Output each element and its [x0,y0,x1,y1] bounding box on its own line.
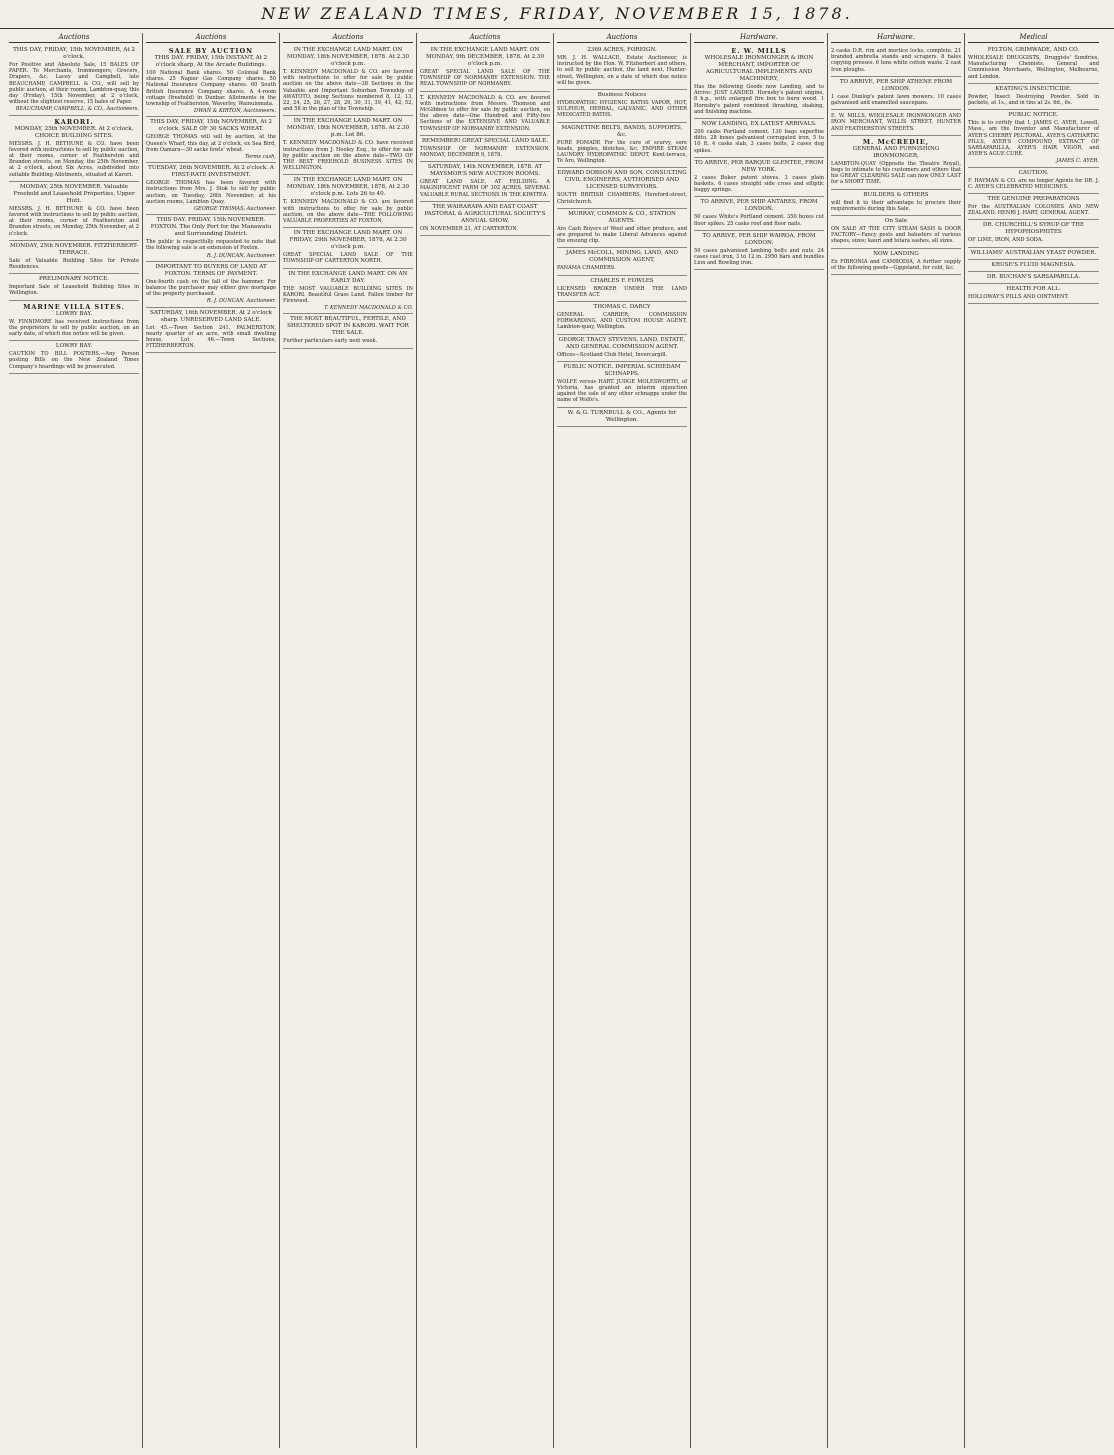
advertisement [968,168,1099,194]
advertisement [968,45,1099,84]
ad-text: GREAT LAND SALE, AT FEILDING. A MAGNIFICENT FARM OF 302 ACRES, SEVERAL VALUABLE RURAL SECTIONS IN THE KIWITEA. [420,179,550,198]
column-4 [417,33,554,1448]
advertisement [557,248,687,275]
ad-subheading: DR. BUCHAN'S SARSAPARILLA. [986,273,1081,280]
ad-subheading: THE MOST BEAUTIFUL, FERTILE, AND SHELTERED SPOT IN KARORI. WAIT FOR THE SALE. [287,316,409,337]
newspaper-page [0,29,1114,1448]
advertisement [968,260,1099,272]
ad-text: This is to certify that I, JAMES C. AYER, Lowell, Mass., am the Inventor and Manufacturer of AYER'S CHERRY PECTORAL, AYER'S CATHARTIC PILLS, AYER'S COMPOUND EXTRACT OF SARSAPARILLA, AYER'S HAIR VIGOR, and AYER'S AGUE CURE. [968,120,1099,158]
ad-subheading: Business Notices [597,92,647,99]
ad-subheading: NOW LANDING, EX LATEST ARRIVALS. [701,121,817,128]
ad-text: GREAT SPECIAL LAND SALE OF THE TOWNSHIP OF CARTERTON NORTH. [283,252,413,265]
advertisement [557,90,687,123]
ad-subheading: FELTON, GRIMWADE, AND CO. [987,47,1080,53]
ad-headline: M. McCREDIE, [862,137,930,146]
advertisement [283,228,413,268]
ad-subheading: IN THE EXCHANGE LAND MART. ON FRIDAY, 29th NOVEMBER, 1878, At 2.30 o'clock p.m. [289,230,407,251]
ad-subheading: IN THE EXCHANGE LAND MART. ON AN EARLY DAY. [288,270,408,284]
advertisement [557,123,687,169]
ad-text: W. FINNIMORE has received instructions from the proprietors to sell by public auction, on an early date, of which due notice will be given. [9,318,139,338]
column-heading: Auctions [146,33,276,43]
ad-text: F. HAYMAN & CO. are no longer Agents for DR. J. C. AYER'S CELEBRATED MEDICINES. [968,177,1099,190]
ad-subheading: LOWRY BAY. [55,343,93,350]
ad-text: T. KENNEDY MACDONALD & CO. have received instructions from J. Hooley Esq., to offer for sale by public auction on the above date—TWO OF THE BEST FREEHOLD BUSINESS SITES IN WELLINGTON. [283,140,413,172]
column-heading: Auctions [557,33,687,43]
ad-text: T. KENNEDY MACDONALD & CO. are favored with instructions to offer for sale by public auction on the above date—38 Sections in the Valuable and Important Suburban Township of AWATOTO, being Sections numbered 8, 12, 13, 22, 24, 25, 26, 27, 28, 29, 30, 31, 39, 41, 42, 52, and 58 in the plan of the Township. [283,69,413,113]
ad-subheading: THIS DAY. FRIDAY, 15th NOVEMBER. FOXTON. The Only Port for the Manawatu and Surrounding District. [150,217,272,238]
ad-text: ON SALE AT THE CITY STEAM SASH & DOOR FACTORY—Fancy posts and balusters of various shapes, sizes; kauri and totara sashes, all sizes. [831,226,961,245]
advertisement [146,45,276,117]
ad-subheading: TO ARRIVE, PER SHIP ANTARES, FROM LONDON. [700,199,818,213]
ad-subheading: GEORGE TRACY STEVENS, LAND, ESTATE, AND GENERAL COMMISSION AGENT. [558,336,686,350]
advertisement [283,314,413,348]
ad-headline: MARINE VILLA SITES. [23,302,125,311]
column-5 [554,33,691,1448]
ad-text: PANAMA CHAMBERS. [557,265,616,272]
advertisement [968,272,1099,284]
advertisement [557,276,687,302]
advertisement [968,248,1099,260]
advertisement [9,182,139,241]
ad-text: PURE POMADE For the cure of scurvy, sore heads, pimples, blotches, &c. EMPIRE STEAM LAUNDRY HYDROPATHIC DEPOT, Kent-terrace, Te Aro, Wellington. [557,139,687,165]
advertisement [9,274,139,300]
ad-headline: KARORI. [54,117,94,126]
ad-subheading: On Sale [884,218,908,225]
column-7 [828,33,965,1448]
ad-signature: Terms cash. [245,154,276,161]
ad-text: will find it to their advantage to procure their requirements during this Sale. [831,199,961,212]
ad-text: Are Cash Buyers of Wool and other produce, and are prepared to make Liberal Advances against the ensuing clip. [557,225,687,245]
column-heading: Hardware. [694,33,824,43]
ad-text: 1 case Dunlop's patent lawn mowers. 10 cases galvanised and enamelled saucepans. [831,93,961,107]
ad-subheading: MURRAY, COMMON & CO., STATION AGENTS. [568,210,676,224]
advertisement [146,308,276,354]
ad-signature: GEORGE THOMAS, Auctioneer. [193,206,276,213]
advertisement [283,175,413,228]
ad-text: GREAT SPECIAL LAND SALE OF THE TOWNSHIP OF NORMANBY EXTENSION. THE REAL TOWNSHIP OF NORMANBY. [420,69,550,88]
ad-subheading: SATURDAY, 16th NOVEMBER. At 2 o'clock sharp. UNRESERVED LAND SALE. [149,309,272,323]
advertisement [146,117,276,163]
advertisement [831,249,961,275]
ad-subheading: CAUTION. [1018,169,1049,176]
ad-subheading: 2369 ACRES, FOREIGN. [587,47,657,53]
column-heading: Auctions [283,33,413,43]
ad-text: LAMBTON-QUAY (Opposite the Theatre Royal), begs to intimate to his customers and others that his GREAT CLEARING SALE can now ONLY LAST for a SHORT TIME. [831,160,961,186]
masthead [0,0,1114,29]
column-heading: Auctions [9,33,139,43]
ad-text: Sale of Valuable Building Sites for Private Residences. [9,257,139,271]
ad-text: HYDROPATHIC HYGIENIC BATHS VAPOR, HOT, SULPHUR, HERBAL, GALVANIC, AND OTHER MEDICATED BATHS. [557,100,687,119]
ad-text: One-fourth cash on the fall of the hammer. For balance the purchaser may either give mortgage of the property purchased. [146,278,276,298]
ad-subheading: EDWARD DOBSON AND SON, CONSULTING CIVIL ENGINEERS, AUTHORISED AND LICENSED SURVEYORS. [557,170,687,191]
ad-text: GENERAL CARRIER, COMMISSION FORWARDING, AND CUSTOM HOUSE AGENT, Lambton-quay, Wellington. [557,312,687,331]
ad-subheading: DR. CHURCHILL'S SYRUP OF THE HYPOPHOSPHITES [982,222,1085,236]
ad-subheading: REMEMBER! GREAT SPECIAL LAND SALE. [421,137,549,144]
advertisement [283,269,413,315]
ad-text: T. KENNEDY MACDONALD & CO. are favored with instructions to offer for sale by public auction, on the above date—THE FOLLOWING VALUABLE PROPERTIES AT FOXTON. [283,199,413,225]
advertisement [831,190,961,216]
ad-text: MESSRS. J. H. BETHUNE & CO. have been favored with instructions to sell by public auction, at their rooms, corner of Featherston and Brandon streets, on Monday, 25th November, at 2 o'clock. [9,205,139,237]
ad-subheading: PUBLIC NOTICE. IMPERIAL SCHIEDAM SCHNAPPS. [563,363,681,377]
ad-text: 2 casks D.R. rim and mortice locks, complete. 21 branded ambrella stands and scrapers. 8 bales copying presses. 6 tons white cotton waste. 2 cast Iron ploughs. [831,48,961,73]
ad-text: TOWNSHIP OF NORMANBY EXTENSION. MONDAY, DECEMBER 9, 1878. [420,145,550,159]
advertisement [9,116,139,182]
advertisement [694,158,824,198]
ad-signature: BEAUCHAMP, CAMPBELL, & CO., Auctioneers. [15,106,139,113]
ad-text: 100 National Bank shares. 50 Colonial Bank shares. 25 Napier Gas Company shares. 50 National Insurance Company shares. 60 South British Insurance Company shares. A 4-room cottage (freehold) in Dunbar. Allotments in the township of Featherston, Waverley, Wainuiomata. [146,70,276,108]
ad-subheading: CHARLES F. FOWLES [590,277,654,284]
ad-text: 50 cases galvanised lambing bolts and nuts. 24 cases cast iron, 3 to 12 in. 2950 bars and bundles Lion and Bowling iron. [694,247,824,267]
column-6 [691,33,828,1448]
advertisement [831,77,961,110]
column-heading: Auctions [420,33,550,43]
ad-text: WHOLESALE DRUGGISTS, Druggists' Sundries, Manufacturing Chemists, General and Commission Merchants, Wellington, Melbourne, and London. [968,55,1099,80]
ad-text: The public is respectfully requested to note that the following sale is an extension of Foxton. [146,239,276,252]
advertisement [146,163,276,215]
ad-text: MR. J. H. WALLACE, Estate Auctioneer, is instructed by the Hon. W. Fitzherbert and others, to sell by public auction, the land next, Hunter-street, Wellington, on a date of which due notice will be given. [557,55,687,86]
ad-headline: SALE BY AUCTION [168,47,254,55]
ad-subheading: LOWRY BAY. [55,310,93,317]
ad-text: LICENSED BROKER UNDER THE LAND TRANSFER ACT. [557,285,687,298]
ad-text: Lot 45.—Town Section 241, PALMERSTON, nearly quarter of an acre, with small dwelling house. Lot 46.—Town Sections, FITZHERBERTON. [146,324,276,350]
ad-text: Ex FIBRONIA and CAMBODIA, A further supply of the following goods—Gippsland, for cold, &c. [831,258,961,271]
ad-subheading: IMPORTANT TO BUYERS OF LAND AT FOXTON. TERMS OF PAYMENT. [155,263,267,277]
advertisement [420,45,550,92]
ad-text: T. KENNEDY MACDONALD & CO. are favored with instructions from Messrs. Thomson and McGibbon to offer for sale by public auction, on the above date—One Hundred and Fifty-two Sections of the EXTENSIVE AND VALUABLE TOWNSHIP OF NORMANBY EXTENSION. [420,94,550,132]
ad-subheading: MAGNETINE BELTS, BANDS, SUPPORTS, &c. [561,124,683,138]
ad-text: OF LIME, IRON, AND SODA. [968,237,1044,244]
ad-subheading: NOW LANDING [873,250,919,257]
ad-subheading: GENERAL AND FURNISHING IRONMONGER, [852,145,940,159]
advertisement [557,209,687,249]
ad-subheading: WHOLESALE IRONMONGER & IRON MERCHANT, IMPORTER OF AGRICULTURAL IMPLEMENTS AND MACHINERY, [704,55,814,82]
advertisement [694,197,824,230]
advertisement [557,335,687,362]
ad-text: For Positive and Absolute Sale, 15 BALES OF PAPER. To Merchants, Ironmongers, Grocers, Drapers, &c. Lacey and Campbell, late BEAUCHAMP, CAMPBELL & CO., will sell by public auction, at their rooms, Lambton-quay, this day (Friday), 15th November, at 2 o'clock, without the slightest reserve, 15 bales of Paper. [9,62,139,106]
ad-text: CAUTION TO BILL POSTERS.—Any Person posting Bills on the New Zealand Times Company's hoardings will be prosecuted. [9,351,139,370]
advertisement [968,110,1099,167]
ad-signature: DWAN & KIRTON, Auctioneers. [193,108,276,115]
ad-subheading: TO ARRIVE, PER SHIP WAIROA, FROM LONDON. [702,232,816,246]
ad-text: GEORGE THOMAS will sell by auction, at the Queen's Wharf, this day, at 2 o'clock, ex Sea Bird, from Oamaru—30 sacks fowls' wheat. [146,134,276,153]
advertisement [420,202,550,236]
advertisement [557,302,687,335]
advertisement [9,341,139,374]
advertisement [283,116,413,175]
advertisement [9,301,139,342]
column-1 [6,33,143,1448]
ad-subheading: W. & G. TURNBULL & CO., Agents for Wellington. [567,409,677,423]
ad-subheading: JAMES McCOLL, MINING, LAND, AND COMMISSION AGENT, [565,250,679,264]
ad-text: For the AUSTRALIAN COLONIES AND NEW ZEALAND. HENRI J. HART, GENERAL AGENT. [968,204,1099,217]
ad-subheading: PRELIMINARY NOTICE. [39,276,109,283]
advertisement [968,284,1099,304]
ad-headline: E. W. MILLS [731,47,787,55]
ad-signature: JAMES C. AYER. [1056,158,1099,165]
column-heading: Medical [968,33,1099,43]
advertisement [557,362,687,408]
advertisement [146,215,276,262]
ad-signature: R. J. DUNCAN, Auctioneer. [206,298,276,305]
advertisement [968,194,1099,220]
ad-subheading: IN THE EXCHANGE LAND MART. ON MONDAY, 18th NOVEMBER, 1878. At 2.30 o'clock p.m. [286,47,410,67]
advertisement [831,45,961,77]
ad-subheading: MONDAY, 25th NOVEMBER. At 2 o'clock. CHOICE BUILDING SITES. [14,125,134,139]
ad-subheading: THIS DAY. FRIDAY, 15th INSTANT, At 2 o'clock sharp, At the Arcade Buildings. [154,55,268,68]
ad-subheading: IN THE EXCHANGE LAND MART. ON MONDAY, 9th DECEMBER, 1878. At 2.30 o'clock p.m. [425,47,545,67]
column-heading: Hardware. [831,33,961,43]
newspaper-title: NEW ZEALAND TIMES, FRIDAY, NOVEMBER 15, 1878. [261,4,853,23]
advertisement [694,231,824,271]
ad-subheading: WILLIAMS' AUSTRALIAN YEAST POWDER. [970,249,1097,256]
ad-text: THE MOST VALUABLE BUILDING SITES IN KARORI. Beautiful Grass Land. Fallen timber for Firewood. [283,285,413,305]
ad-text: E. W. MILLS, WHOLESALE IRONMONGER AND IRON MERCHANT, WILLIS STREET, HUNTER AND FEATHERSTON STREETS. [831,113,961,132]
ad-subheading: THOMAS C. DARCY [593,304,651,311]
ad-text: 2 cases Boker patent stoves. 3 cases plain baskets. 6 cases straight side cross and elliptic buggy springs. [694,174,824,194]
advertisement [831,216,961,249]
advertisement [420,162,550,202]
advertisement [557,45,687,90]
advertisement [420,92,550,136]
advertisement [694,119,824,158]
ad-subheading: SATURDAY, 14th NOVEMBER, 1878. AT MAYSMOR'S NEW AUCTION ROOMS. [427,164,543,178]
ad-subheading: BUILDERS & OTHERS [863,191,929,198]
ad-subheading: THE GENUINE PREPARATIONS [987,196,1080,203]
ad-text: SOUTH BRITISH CHAMBERS, Hereford-street, Christchurch. [557,192,687,205]
advertisement [283,45,413,116]
ad-subheading: MONDAY, 25th NOVEMBER. Valuable Freehold and Leasehold Properties, Upper Hutt. [13,183,135,204]
ad-text: MESSRS. J. H. BETHUNE & CO. have been favored with instructions to sell by public auction, at their rooms, corner of Featherston and Brandon streets, on Monday, the 25th November, at 2 o'clock, about Six Acres, subdivided into suitable Building Allotments, situated at Karori. [9,140,139,178]
ad-text: Has the following Goods now Landing, and to Arrive: JUST LANDED. Hornsby's patent engine, 8 h.p., with enlarged fire box to burn wood. 1 Hornsby's patent combined thrashing, shaking, and finishing machine. [694,84,824,115]
ad-subheading: PUBLIC NOTICE. [1008,112,1059,119]
ad-subheading: TO ARRIVE, PER SHIP ATHENE FROM LONDON. [839,78,953,92]
advertisement [968,84,1099,110]
ad-subheading: TO ARRIVE, PER BARQUE GLENTEE, FROM NEW YORK. [694,159,824,173]
ad-text: ON NOVEMBER 21, AT CARTERTON. [420,225,518,232]
ad-subheading: THIS DAY, FRIDAY, 15th NOVEMBER, At 2 o'clock. SALE OF 30 SACKS WHEAT. [150,119,272,133]
ad-subheading: TUESDAY, 26th NOVEMBER. At 2 o'clock. A FIRST-RATE INVESTMENT. [148,165,274,179]
ad-text: 50 cases White's Portland cement. 350 boxes cut floor spikes. 25 casks roof and floor nails. [694,214,824,227]
advertisement [557,168,687,208]
ad-text: Further particulars early next week. [283,338,378,345]
ad-text: Offices—Scotland Club Hotel, Invercargill. [557,351,668,358]
column-8 [965,33,1102,1448]
ad-subheading: IN THE EXCHANGE LAND MART. ON MONDAY, 18th NOVEMBER, 1878, At 2.30 o'clock p.m. Lots 26 to 40. [286,177,410,198]
advertisement [694,45,824,119]
ad-subheading: IN THE EXCHANGE LAND MART. ON MONDAY, 18th NOVEMBER, 1878. At 2.30 p.m. Lot 86. [286,118,410,139]
ad-text: 200 casks Portland cement. 130 bags superfine ditto. 28 boxes galvanised corrugated iron, 5 to 10 ft. 4 casks slab, 3 cases bolts, 2 cases dog spikes. [694,129,824,154]
advertisement [968,220,1099,247]
ad-subheading: HEALTH FOR ALL. [1006,285,1061,292]
advertisement [557,408,687,427]
ad-text: WOLFE versus HART. JUDGE MOLESWORTH, of Victoria, has granted an interim injunction against the sale of any other schnapps under the name of Wolfe's. [557,378,687,404]
column-3 [280,33,417,1448]
advertisement [420,136,550,162]
ad-subheading: KRUSE'S FLUID MAGNESIA. [991,261,1076,268]
ad-subheading: KEATING'S INSECTICIDE. [995,85,1072,92]
advertisement [146,262,276,308]
column-2 [143,33,280,1448]
advertisement [831,136,961,190]
ad-text: Important Sale of Leasehold Building Sites in Wellington. [9,284,139,297]
ad-subheading: THE WAIRARAPA AND EAST COAST PASTORAL & AGRICULTURAL SOCIETY'S ANNUAL SHOW, [424,203,546,224]
ad-text: Powder, Insect Destroying Powder. Sold in packets, at 1s., and in tins at 2s. 6d., 6s. [968,93,1099,107]
advertisement [831,110,961,136]
advertisement [9,241,139,274]
ad-signature: R. J. DUNCAN, Auctioneer. [206,252,276,259]
ad-text: HOLLOWAY'S PILLS AND OINTMENT. [968,293,1069,300]
ad-subheading: MONDAY, 25th NOVEMBER. FITZHERBERT-TERRACE. [9,242,139,256]
ad-signature: T. KENNEDY MACDONALD & CO. [324,305,413,312]
advertisement [9,45,139,116]
ad-subheading: THIS DAY, FRIDAY, 15th NOVEMBER, At 2 o'clock. [13,47,135,60]
ad-text: GEORGE THOMAS has been favored with instructions from Mrs. J. Stok to sell by public auction, on Tuesday, 26th November, at his auction rooms, Lambton Quay. [146,180,276,205]
